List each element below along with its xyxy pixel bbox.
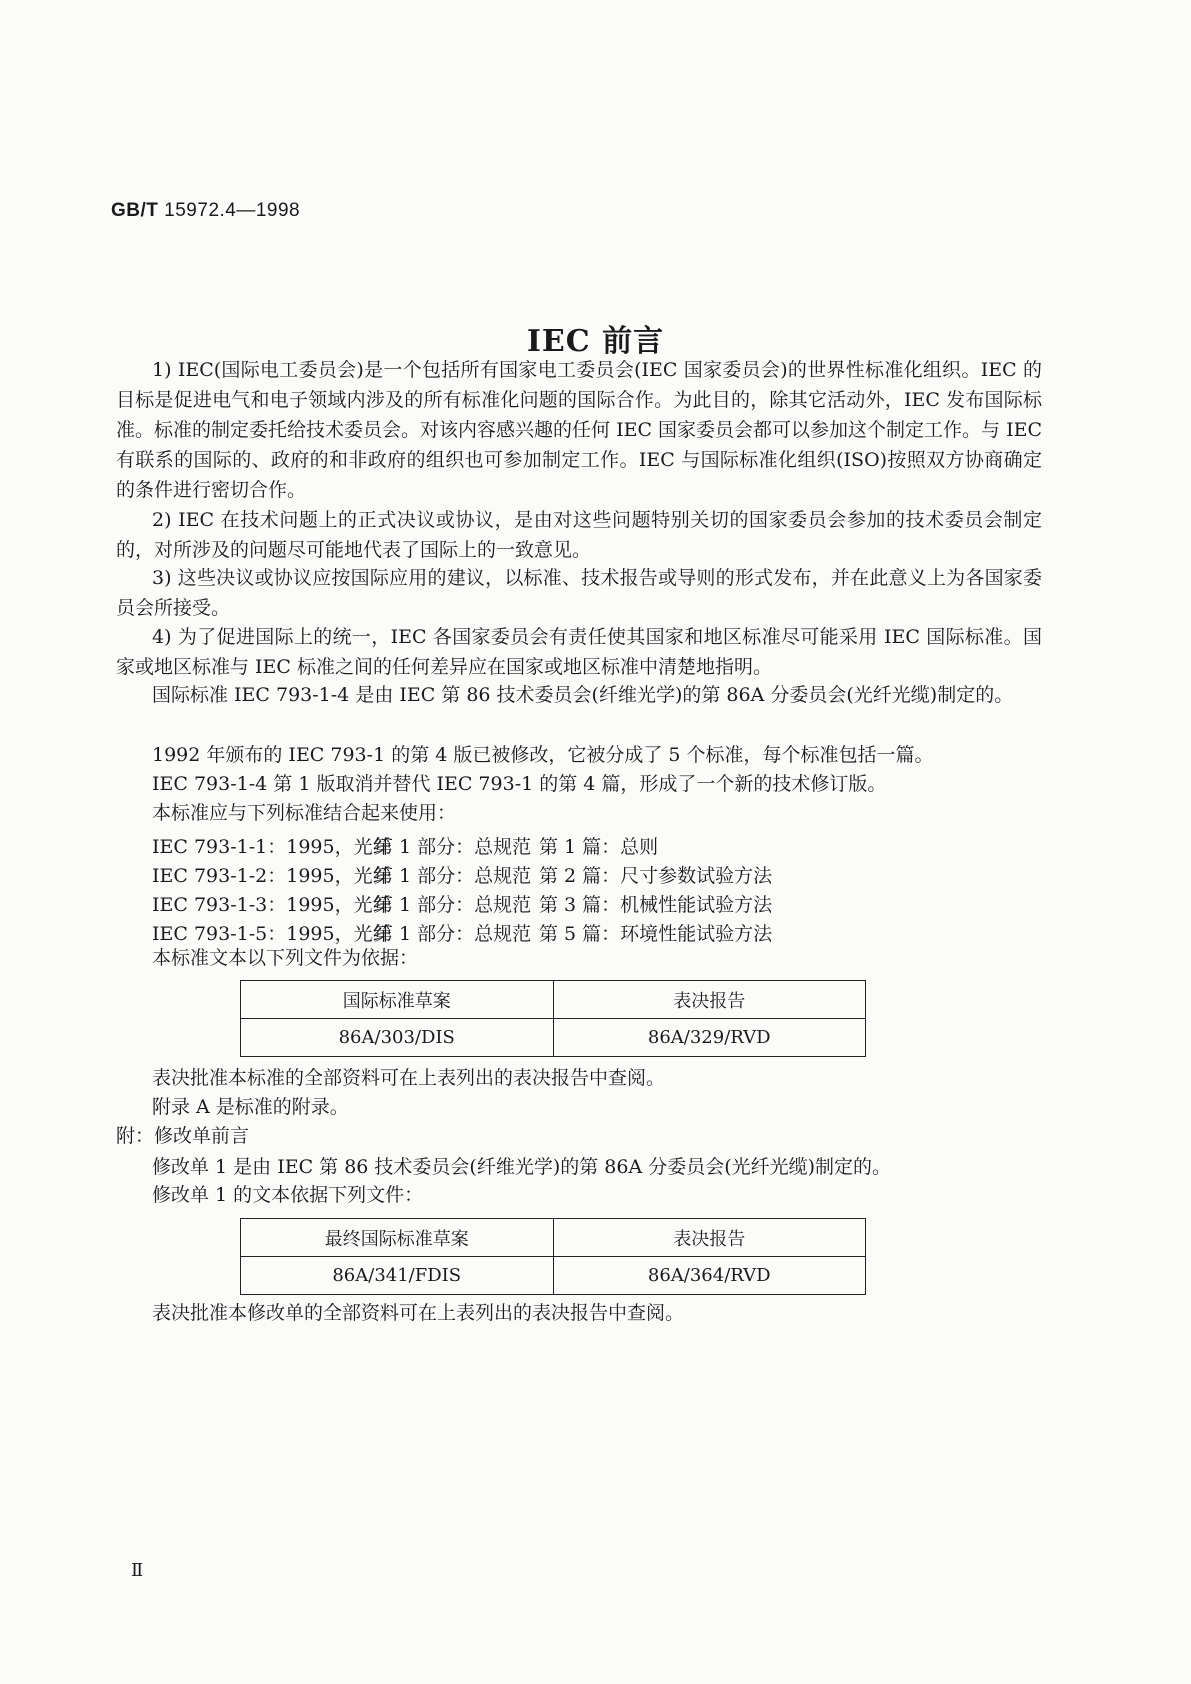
table-cell: 86A/329/RVD bbox=[553, 1019, 866, 1057]
paragraph-11: 附录 A 是标准的附录。 bbox=[152, 1096, 349, 1118]
page-number: Ⅱ bbox=[131, 1560, 144, 1581]
reference-section: 第 5 篇：环境性能试验方法 bbox=[539, 923, 773, 945]
paragraph-1: 1) IEC(国际电工委员会)是一个包括所有国家电工委员会(IEC 国家委员会)的世界性标准化组织。IEC 的目标是促进电气和电子领域内涉及的所有标准化问题的国际合作。为此目的，除其它活动外，IEC 发布国际标准。标准的制定委托给技术委员会。对该内容感兴趣的任何 IEC 国家委员会都可以参加这个制定工作。与 IEC 有联系的国际的、政府的和非政府的组织也可参加制定工作。IEC 与国际标准化组织(ISO)按照双方协商确定的条件进行密切合作。 bbox=[116, 359, 1042, 501]
reference-item bbox=[152, 890, 772, 917]
paragraph-12: 附：修改单前言 bbox=[116, 1125, 250, 1147]
paragraph-10: 表决批准本标准的全部资料可在上表列出的表决报告中查阅。 bbox=[152, 1067, 666, 1089]
table-header-cell: 表决报告 bbox=[553, 1219, 866, 1257]
table-header-cell: 表决报告 bbox=[553, 981, 866, 1019]
reference-part: 第 1 部分：总规范 bbox=[374, 836, 532, 858]
document-header bbox=[111, 200, 300, 222]
reference-code: IEC 793-1-2：1995，光纤 bbox=[152, 865, 392, 887]
paragraph-8: 本标准应与下列标准结合起来使用： bbox=[152, 802, 457, 824]
page-title: IEC 前言 bbox=[526, 324, 665, 359]
reference-code: IEC 793-1-3：1995，光纤 bbox=[152, 894, 392, 916]
reference-code: IEC 793-1-1：1995，光纤 bbox=[152, 836, 392, 858]
reference-section: 第 1 篇：总则 bbox=[539, 836, 659, 858]
standard-number: 15972.4—1998 bbox=[164, 200, 301, 221]
table-cell: 86A/364/RVD bbox=[553, 1257, 866, 1295]
standard-prefix: GB/T bbox=[111, 200, 159, 221]
paragraph-9: 本标准文本以下列文件为依据： bbox=[152, 947, 419, 969]
reference-part: 第 1 部分：总规范 bbox=[374, 865, 532, 887]
paragraph-15: 表决批准本修改单的全部资料可在上表列出的表决报告中查阅。 bbox=[152, 1302, 685, 1324]
reference-item bbox=[152, 861, 772, 888]
reference-part: 第 1 部分：总规范 bbox=[374, 923, 532, 945]
table-cell: 86A/303/DIS bbox=[241, 1019, 554, 1057]
paragraph-13: 修改单 1 是由 IEC 第 86 技术委员会(纤维光学)的第 86A 分委员会(光纤光缆)制定的。 bbox=[152, 1156, 892, 1178]
table-header-cell: 国际标准草案 bbox=[241, 981, 554, 1019]
reference-item bbox=[152, 919, 772, 946]
reference-section: 第 2 篇：尺寸参数试验方法 bbox=[539, 865, 773, 887]
voting-table-2 bbox=[240, 1218, 866, 1295]
reference-section: 第 3 篇：机械性能试验方法 bbox=[539, 894, 773, 916]
table-cell: 86A/341/FDIS bbox=[241, 1257, 554, 1295]
reference-code: IEC 793-1-5：1995，光纤 bbox=[152, 923, 392, 945]
paragraph-4: 4) 为了促进国际上的统一，IEC 各国家委员会有责任使其国家和地区标准尽可能采用 IEC 国际标准。国家或地区标准与 IEC 标准之间的任何差异应在国家或地区标准中清楚地指明。 bbox=[116, 626, 1042, 678]
paragraph-2: 2) IEC 在技术问题上的正式决议或协议，是由对这些问题特别关切的国家委员会参加的技术委员会制定的，对所涉及的问题尽可能地代表了国际上的一致意见。 bbox=[116, 509, 1042, 561]
paragraph-5: 国际标准 IEC 793-1-4 是由 IEC 第 86 技术委员会(纤维光学)的第 86A 分委员会(光纤光缆)制定的。 bbox=[152, 684, 1014, 706]
paragraph-7: IEC 793-1-4 第 1 版取消并替代 IEC 793-1 的第 4 篇，形成了一个新的技术修订版。 bbox=[152, 773, 887, 795]
voting-table-1 bbox=[240, 980, 866, 1057]
reference-item bbox=[152, 832, 658, 859]
paragraph-6: 1992 年颁布的 IEC 793-1 的第 4 版已被修改，它被分成了 5 个标准，每个标准包括一篇。 bbox=[152, 744, 934, 766]
table-header-cell: 最终国际标准草案 bbox=[241, 1219, 554, 1257]
reference-part: 第 1 部分：总规范 bbox=[374, 894, 532, 916]
paragraph-3: 3) 这些决议或协议应按国际应用的建议，以标准、技术报告或导则的形式发布，并在此意义上为各国家委员会所接受。 bbox=[116, 567, 1042, 619]
paragraph-14: 修改单 1 的文本依据下列文件： bbox=[152, 1184, 424, 1206]
